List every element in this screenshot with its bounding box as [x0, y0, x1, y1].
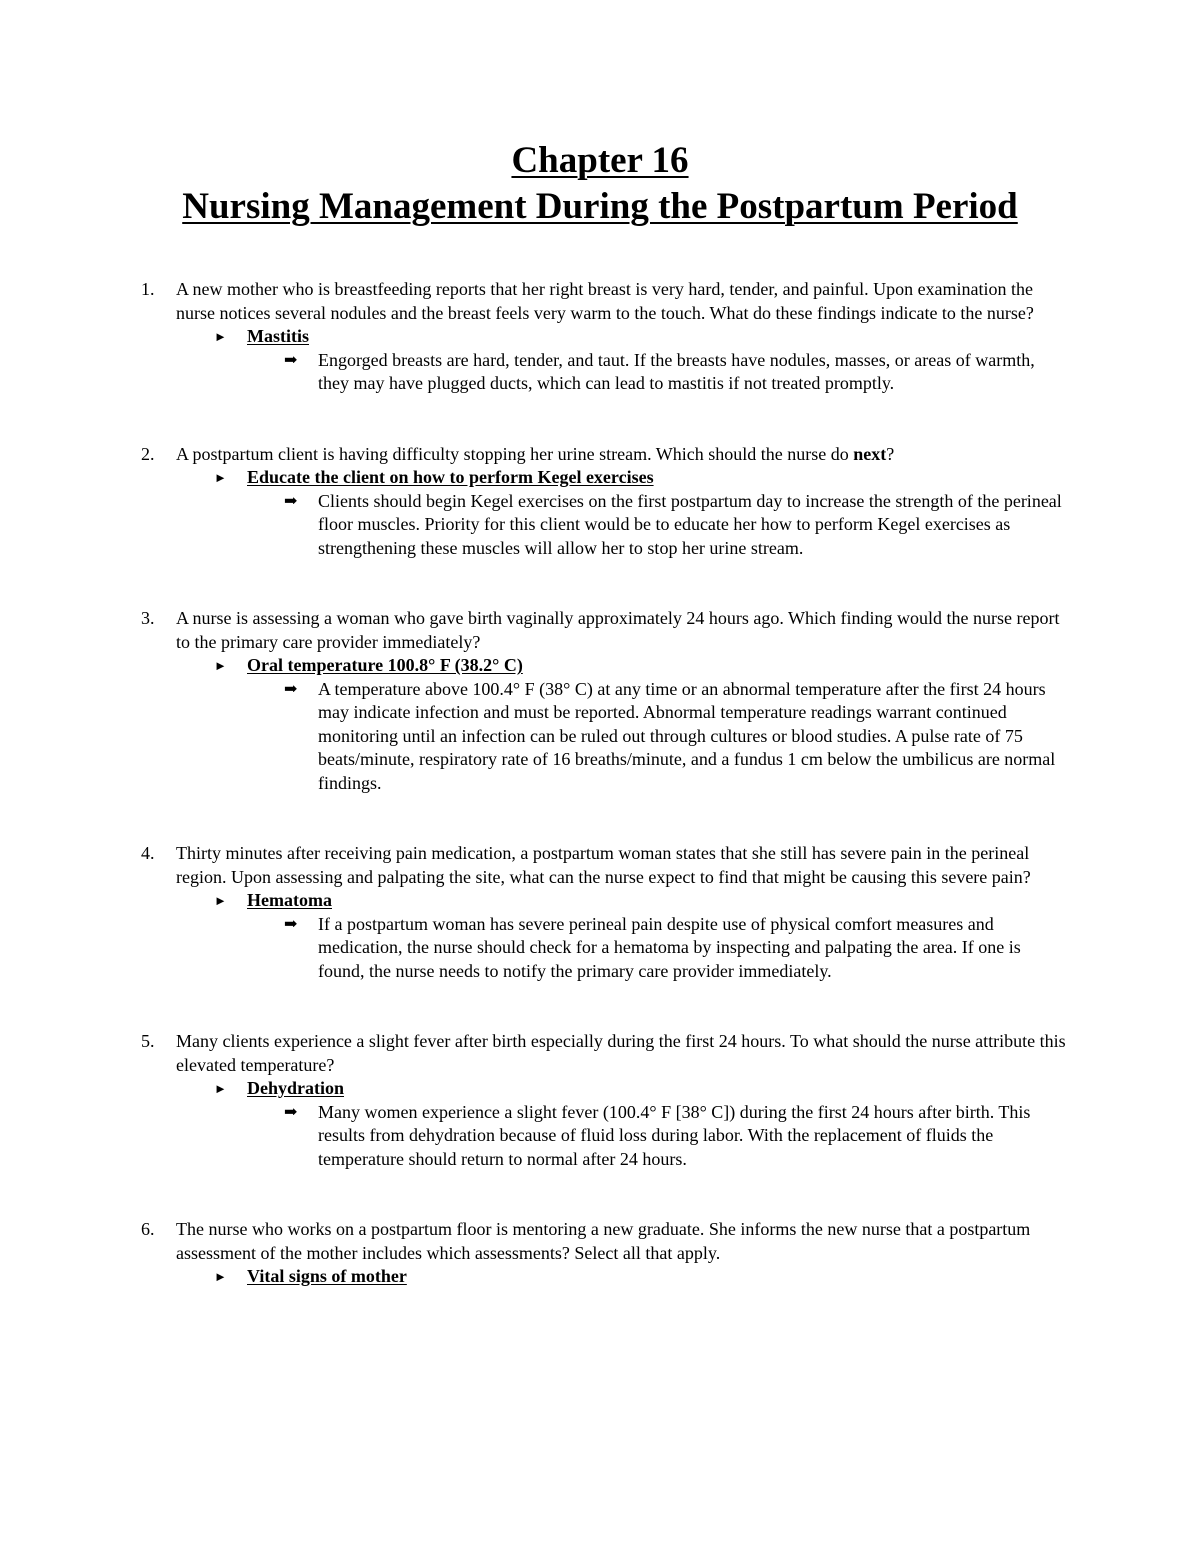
heavy-right-arrow-icon: ➡ [284, 915, 298, 933]
answer-text: Hematoma [247, 890, 332, 910]
question-number: 6. [141, 1219, 155, 1239]
triangle-right-icon: ► [214, 470, 227, 485]
question-item [0, 842, 1200, 983]
question-item [0, 1030, 1200, 1171]
triangle-right-icon: ► [214, 1081, 227, 1096]
question-number: 1. [141, 279, 155, 299]
question-text-end: ? [886, 443, 895, 464]
question-text: A nurse is assessing a woman who gave birth vaginally approximately 24 hours ago. Which finding would the nurse report to the primary care provider immediately? [176, 608, 1060, 652]
rationale-text: Clients should begin Kegel exercises on the first postpartum day to increase the strength of the perineal floor muscles. Priority for this client would be to educate her how to perform Kegel exercises as strengthening these muscles will allow her to stop her urine stream. [318, 490, 1062, 558]
rationale-text: Engorged breasts are hard, tender, and taut. If the breasts have nodules, masses, or areas of warmth, they may have plugged ducts, which can lead to mastitis if not treated promptly. [318, 349, 1035, 393]
rationale-text: Many women experience a slight fever (100.4° F [38° C]) during the first 24 hours after birth. This results from dehydration because of fluid loss during labor. With the replacement of fluids the temperature should return to normal after 24 hours. [318, 1101, 1031, 1169]
heavy-right-arrow-icon: ➡ [284, 1103, 298, 1121]
answer-item [214, 654, 1067, 678]
question-number: 2. [141, 443, 155, 464]
answer-item [214, 1265, 1067, 1289]
heavy-right-arrow-icon: ➡ [284, 680, 298, 698]
question-list [0, 278, 1200, 1336]
question-text [176, 443, 1066, 467]
document-header [0, 138, 1200, 230]
rationale-item [284, 1101, 1063, 1172]
triangle-right-icon: ► [214, 658, 227, 673]
question-text-start: A postpartum client is having difficulty stopping her urine stream. Which should the nurse do [176, 443, 854, 464]
answer-item [214, 1077, 1067, 1101]
chapter-subtitle: Nursing Management During the Postpartum Period [182, 186, 1018, 227]
rationale-item [284, 913, 1063, 984]
triangle-right-icon: ► [214, 1269, 227, 1284]
question-item [0, 278, 1200, 396]
question-text: Many clients experience a slight fever after birth especially during the first 24 hours. To what should the nurse attribute this elevated temperature? [176, 1031, 1066, 1075]
answer-text: Oral temperature 100.8° F (38.2° C) [247, 655, 523, 675]
rationale-item [284, 349, 1063, 396]
heavy-right-arrow-icon: ➡ [284, 351, 298, 369]
answer-text: Mastitis [247, 326, 309, 346]
chapter-title: Chapter 16 [511, 140, 689, 181]
question-number: 4. [141, 843, 155, 863]
question-text: Thirty minutes after receiving pain medication, a postpartum woman states that she still has severe pain in the perineal region. Upon assessing and palpating the site, what can the nurse expect to find that might be causing this severe pain? [176, 843, 1031, 887]
triangle-right-icon: ► [214, 329, 227, 344]
triangle-right-icon: ► [214, 893, 227, 908]
question-emphasis: next [853, 443, 887, 464]
question-number: 5. [141, 1031, 155, 1051]
question-item [0, 443, 1200, 561]
question-text: A new mother who is breastfeeding reports that her right breast is very hard, tender, and painful. Upon examination the nurse notices several nodules and the breast feels very warm to the touch. What do these findings indicate to the nurse? [176, 279, 1034, 323]
heavy-right-arrow-icon: ➡ [284, 492, 298, 510]
answer-item [214, 325, 1067, 349]
answer-item [214, 466, 1067, 490]
question-number: 3. [141, 608, 155, 628]
rationale-text: If a postpartum woman has severe perineal pain despite use of physical comfort measures and medication, the nurse should check for a hematoma by inspecting and palpating the area. If one is found, the nurse needs to notify the primary care provider immediately. [318, 913, 1021, 981]
rationale-item [284, 490, 1063, 561]
answer-text: Educate the client on how to perform Kegel exercises [247, 467, 654, 487]
answer-text: Vital signs of mother [247, 1266, 407, 1286]
rationale-item [284, 678, 1063, 796]
question-item [0, 607, 1200, 795]
answer-item [214, 889, 1067, 913]
question-text: The nurse who works on a postpartum floor is mentoring a new graduate. She informs the new nurse that a postpartum assessment of the mother includes which assessments? Select all that apply. [176, 1219, 1031, 1263]
answer-text: Dehydration [247, 1078, 345, 1098]
question-item [0, 1218, 1200, 1289]
rationale-text: A temperature above 100.4° F (38° C) at any time or an abnormal temperature after the first 24 hours may indicate infection and must be reported. Abnormal temperature readings warrant continued monitoring until an infection can be ruled out through cultures or blood studies. A pulse rate of 75 beats/minute, respiratory rate of 16 breaths/minute, and a fundus 1 cm below the umbilicus are normal findings. [318, 678, 1056, 793]
